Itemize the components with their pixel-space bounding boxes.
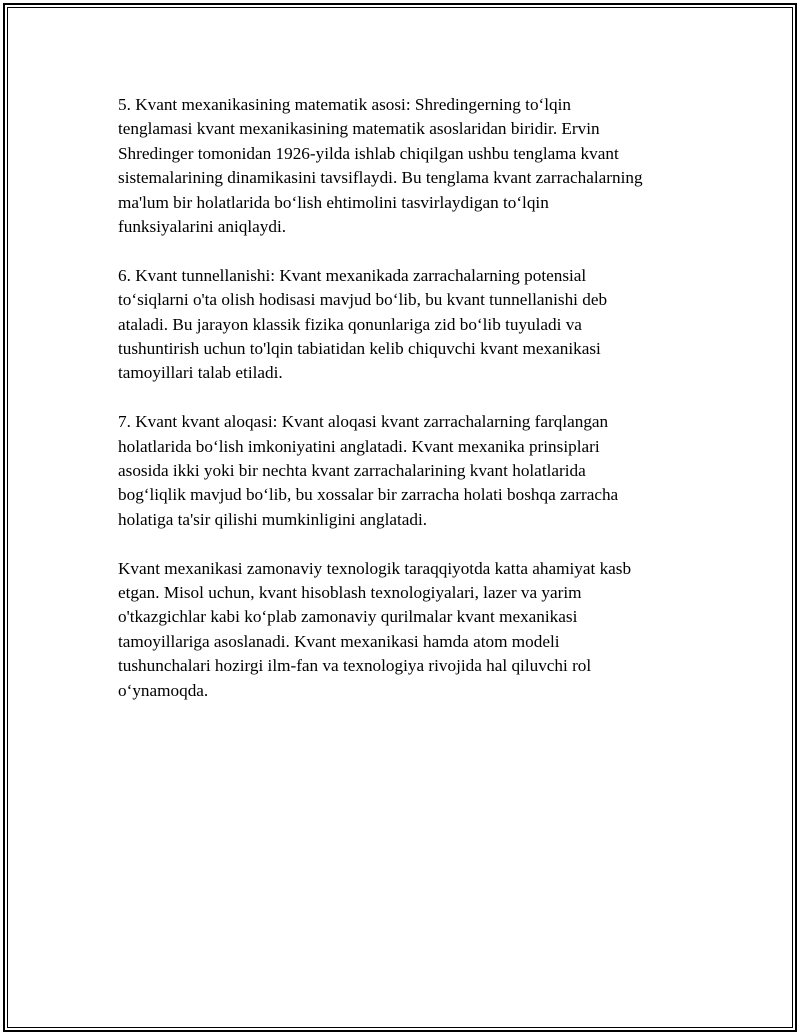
text-line: tushunchalari hozirgi ilm-fan va texnologiya rivojida hal qiluvchi rol <box>118 656 592 676</box>
text-line: bog‘liqlik mavjud bo‘lib, bu xossalar bir zarracha holati boshqa zarracha <box>118 485 619 505</box>
text-line: holatlarida bo‘lish imkoniyatini anglatadi. Kvant mexanika prinsiplari <box>118 436 600 456</box>
text-line: Kvant mexanikasi zamonaviy texnologik taraqqiyotda katta ahamiyat kasb <box>118 558 632 578</box>
text-line: sistemalarining dinamikasini tavsiflaydi. Bu tenglama kvant zarrachalarning <box>118 168 643 188</box>
text-line: etgan. Misol uchun, kvant hisoblash texnologiyalari, lazer va yarim <box>118 583 582 603</box>
paragraph-conclusion <box>118 557 688 703</box>
text-line: Shredinger tomonidan 1926-yilda ishlab chiqilgan ushbu tenglama kvant <box>118 143 619 163</box>
text-line: ma'lum bir holatlarida bo‘lish ehtimolini tasvirlaydigan to‘lqin <box>118 192 549 212</box>
document-body <box>118 93 688 728</box>
text-line: 6. Kvant tunnellanishi: Kvant mexanikada zarrachalarning potensial <box>118 265 587 285</box>
text-line: tamoyillari talab etiladi. <box>118 363 283 383</box>
paragraph-schrodinger-equation <box>118 93 688 239</box>
text-line: o'tkazgichlar kabi ko‘plab zamonaviy qurilmalar kvant mexanikasi <box>118 607 578 627</box>
text-line: tushuntirish uchun to'lqin tabiatidan kelib chiquvchi kvant mexanikasi <box>118 339 601 359</box>
paragraph-quantum-tunneling <box>118 264 688 386</box>
text-line: o‘ynamoqda. <box>118 680 209 700</box>
text-line: tamoyillariga asoslanadi. Kvant mexanikasi hamda atom modeli <box>118 631 560 651</box>
text-line: ataladi. Bu jarayon klassik fizika qonunlariga zid bo‘lib tuyuladi va <box>118 314 582 334</box>
text-line: to‘siqlarni o'ta olish hodisasi mavjud bo‘lib, bu kvant tunnellanishi deb <box>118 290 608 310</box>
text-line: holatiga ta'sir qilishi mumkinligini anglatadi. <box>118 509 428 529</box>
text-line: tenglamasi kvant mexanikasining matematik asoslaridan biridir. Ervin <box>118 119 600 139</box>
text-line: asosida ikki yoki bir nechta kvant zarrachalarining kvant holatlarida <box>118 461 586 481</box>
text-line: 7. Kvant kvant aloqasi: Kvant aloqasi kvant zarrachalarning farqlangan <box>118 412 609 432</box>
text-line: funksiyalarini aniqlaydi. <box>118 217 287 237</box>
paragraph-quantum-entanglement <box>118 410 688 532</box>
text-line: 5. Kvant mexanikasining matematik asosi: Shredingerning to‘lqin <box>118 95 572 114</box>
